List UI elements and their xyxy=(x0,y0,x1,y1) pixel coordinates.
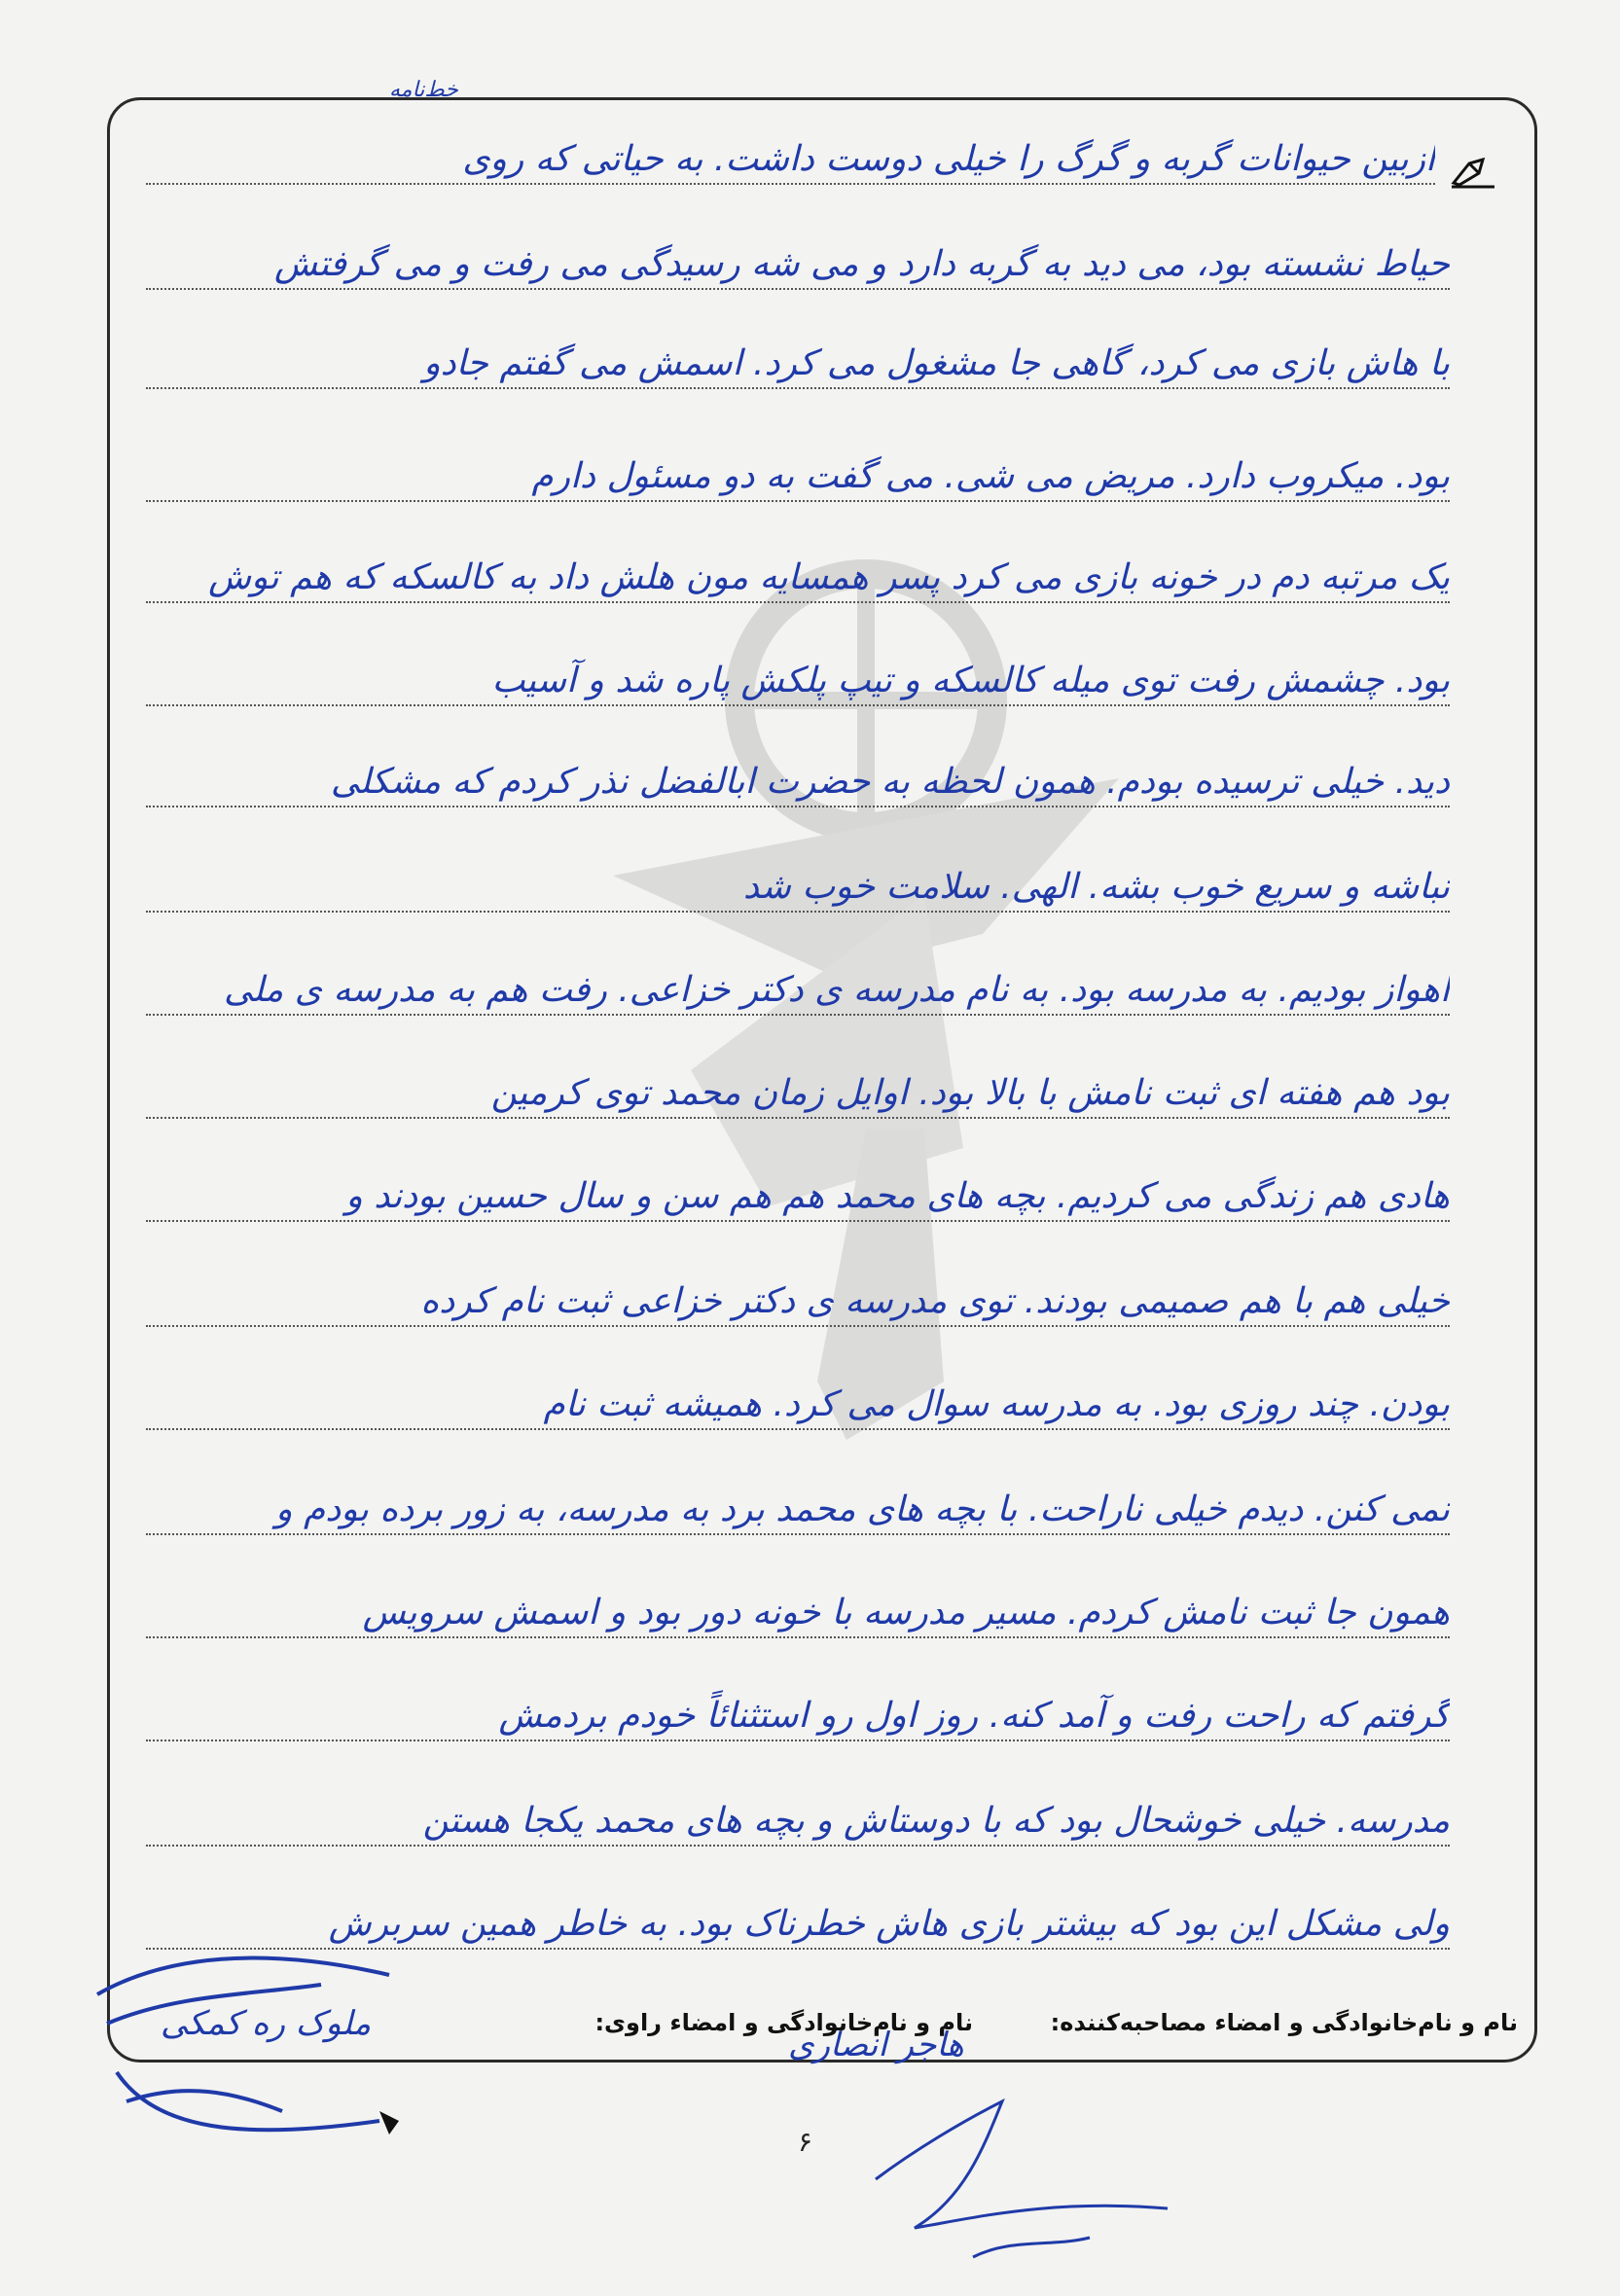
interviewer-label: نام و نام‌خانوادگی و امضاء مصاحبه‌کننده: xyxy=(1050,2009,1518,2036)
narrator-label: نام و نام‌خانوادگی و امضاء راوی: xyxy=(594,2009,973,2036)
text-line: بود هم هفته ای ثبت نامش با بالا بود. اوایل زمان محمد توی کرمین xyxy=(146,1023,1450,1119)
narrator-signature xyxy=(88,1936,399,2160)
text-line: یک مرتبه دم در خونه بازی می کرد پسر همسایه مون هلش داد به کالسکه که هم توش xyxy=(146,508,1450,603)
text-line: بودن. چند روزی بود. به مدرسه سوال می کرد. همیشه ثبت نام xyxy=(146,1335,1450,1430)
text-line: دید. خیلی ترسیده بودم. همون لحظه به حضرت ابالفضل نذر کردم که مشکلی xyxy=(146,712,1450,807)
text-line: حیاط نشسته بود، می دید به گربه دارد و می شه رسیدگی می رفت و می گرفتش xyxy=(146,195,1450,290)
text-line: نباشه و سریع خوب بشه. الهی. سلامت خوب شد xyxy=(146,817,1450,913)
text-line: هادی هم زندگی می کردیم. بچه های محمد هم هم سن و سال حسین بودند و xyxy=(146,1127,1450,1222)
text-line: گرفتم که راحت رفت و آمد کنه. روز اول رو استثنائاً خودم بردمش xyxy=(146,1646,1450,1741)
margin-note: خط‌نامه xyxy=(389,78,458,102)
text-line: ولی مشکل این بود که بیشتر بازی هاش خطرناک بود. به خاطر همین سربرش xyxy=(146,1854,1450,1950)
narrator-name: ملوک ره کمکی xyxy=(161,2004,372,2043)
text-line: نمی کنن. دیدم خیلی ناراحت. با بچه های محمد برد به مدرسه، به زور برده بودم و xyxy=(146,1440,1450,1535)
text-line: همون جا ثبت نامش کردم. مسیر مدرسه با خونه دور بود و اسمش سرویس xyxy=(146,1543,1450,1638)
text-line: مدرسه. خیلی خوشحال بود که با دوستاش و بچه های محمد یکجا هستن xyxy=(146,1751,1450,1847)
text-line: خیلی هم با هم صمیمی بودند. توی مدرسه ی دکتر خزاعی ثبت نام کرده xyxy=(146,1232,1450,1327)
text-line: بود. چشمش رفت توی میله کالسکه و تیپ پلکش پاره شد و آسیب xyxy=(146,611,1450,706)
page-number: ۶ xyxy=(798,2126,813,2158)
text-line: بود. میکروب دارد. مریض می شی. می گفت به دو مسئول دارم xyxy=(146,407,1450,502)
text-line: ازبین حیوانات گربه و گرگ را خیلی دوست داشت. به حیاتی که روی xyxy=(146,90,1435,185)
interviewer-signature xyxy=(856,2092,1187,2277)
text-line: اهواز بودیم. به مدرسه بود. به نام مدرسه ی دکتر خزاعی. رفت هم به مدرسه ی ملی xyxy=(146,920,1450,1016)
interviewer-name: هاجر انصاری xyxy=(788,2026,964,2064)
text-line: با هاش بازی می کرد، گاهی جا مشغول می کرد. اسمش می گفتم جادو xyxy=(146,294,1450,389)
ink-mark xyxy=(370,2101,428,2140)
